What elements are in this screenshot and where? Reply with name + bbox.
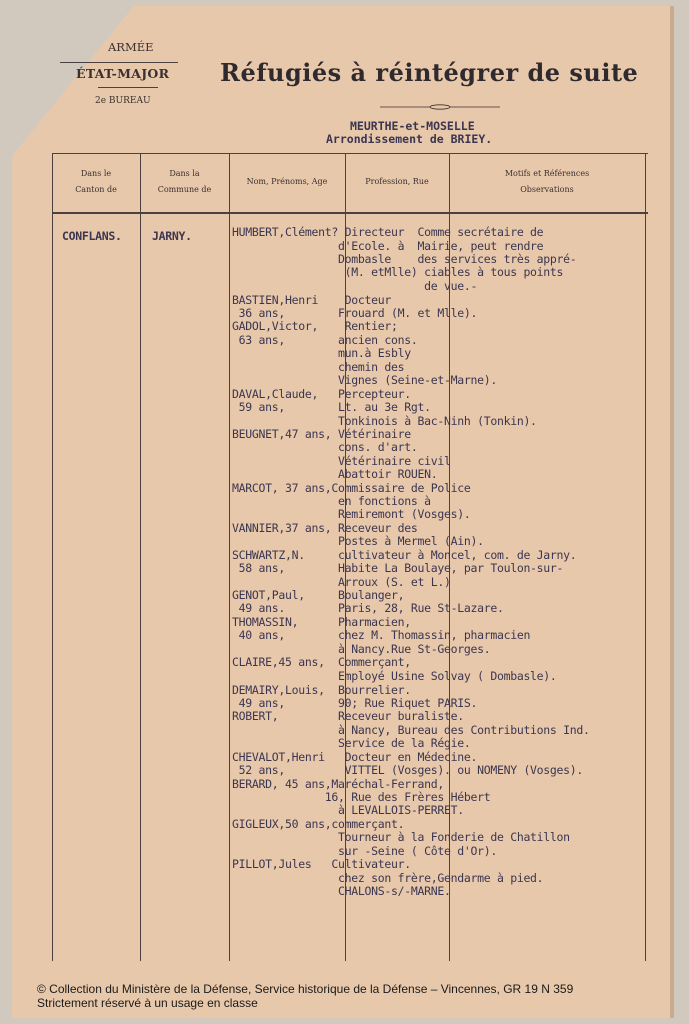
typed-line: Service de la Régie. <box>232 736 471 750</box>
etat-major-label: ÉTAT-MAJOR <box>76 66 170 81</box>
col-header-nom: Nom, Prénoms, Age <box>246 177 328 186</box>
col-header-motifs-line1: Motifs et Références <box>504 169 590 178</box>
page-title: Réfugiés à réintégrer de suite <box>220 58 639 87</box>
typed-line: ROBERT, Receveur buraliste. <box>232 709 464 723</box>
col-line-0 <box>52 153 53 961</box>
col-header-canton-line2: Canton de <box>75 185 117 194</box>
col-header-commune <box>140 166 229 198</box>
typed-line: sur -Seine ( Côte d'Or). <box>232 844 497 858</box>
typed-line: PILLOT,Jules Cultivateur. <box>232 857 411 871</box>
typed-line: GENOT,Paul, Boulanger, <box>232 588 405 602</box>
table-header-rule <box>52 212 648 214</box>
typed-line: 63 ans, ancien cons. <box>232 333 418 347</box>
typed-line: en fonctions à <box>232 494 431 508</box>
usage-notice: Strictement réservé à un usage en classe <box>37 996 258 1010</box>
copyright-line: © Collection du Ministère de la Défense, Service historique de la Défense – Vincennes, GR 19 N 359 <box>37 982 574 996</box>
typed-line: MARCOT, 37 ans,Commissaire de Police <box>232 481 471 495</box>
col-header-canton-line1: Dans le <box>80 169 112 178</box>
typed-line: CLAIRE,45 ans, Commerçant, <box>232 655 411 669</box>
typed-line: 49 ans, 90; Rue Riquet PARIS. <box>232 696 478 710</box>
header-rule-top <box>60 62 178 63</box>
typed-line: à Nancy.Rue St-Georges. <box>232 642 491 656</box>
typed-line: HUMBERT,Clément? Directeur Comme secrétaire de <box>232 225 544 239</box>
bureau-label: 2e BUREAU <box>95 96 151 106</box>
typed-line: BASTIEN,Henri Docteur <box>232 293 391 307</box>
typed-line: SCHWARTZ,N. cultivateur à Moncel, com. de Jarny. <box>232 548 577 562</box>
entry-commune: JARNY. <box>152 229 192 243</box>
typed-line: mun.à Esbly <box>232 346 411 360</box>
typed-line: GADOL,Victor, Rentier; <box>232 319 398 333</box>
arrondissement-name: Arrondissement de BRIEY. <box>326 132 493 146</box>
col-line-2 <box>229 153 230 961</box>
typed-line: Remiremont (Vosges). <box>232 507 471 521</box>
col-header-commune-line1: Dans la <box>169 169 200 178</box>
typed-line: à LEVALLOIS-PERRET. <box>232 803 464 817</box>
typed-line: (M. etMlle) ciables à tous points <box>232 265 564 279</box>
typed-line: Postes à Mermel (Ain). <box>232 534 484 548</box>
typed-line: CHEVALOT,Henri Docteur en Médecine. <box>232 750 478 764</box>
typed-line: chemin des <box>232 360 405 374</box>
typed-line: BEUGNET,47 ans, Vétérinaire <box>232 427 411 441</box>
table-top-rule <box>52 153 648 154</box>
typed-line: Employé Usine Solvay ( Dombasle). <box>232 669 557 683</box>
typed-line: VANNIER,37 ans, Receveur des <box>232 521 418 535</box>
typed-line: DEMAIRY,Louis, Bourrelier. <box>232 683 411 697</box>
col-line-5 <box>645 153 646 961</box>
col-header-motifs-line2: Observations <box>520 185 574 194</box>
typed-line: 52 ans, VITTEL (Vosges). ou NOMENY (Vosges). <box>232 763 584 777</box>
typed-line: Dombasle des services très appré- <box>232 252 577 266</box>
typed-line: Arroux (S. et L.) <box>232 575 451 589</box>
typed-line: chez son frère,Gendarme à pied. <box>232 871 544 885</box>
typed-line: GIGLEUX,50 ans,commerçant. <box>232 817 405 831</box>
typed-line: 59 ans, Lt. au 3e Rgt. <box>232 400 431 414</box>
entry-canton: CONFLANS. <box>62 229 122 243</box>
typed-line: Vétérinaire civil <box>232 454 451 468</box>
armee-label: ARMÉE <box>108 40 154 54</box>
title-ornament <box>380 104 500 110</box>
typed-line: CHALONS-s/-MARNE. <box>232 884 451 898</box>
typed-line: BERARD, 45 ans,Maréchal-Ferrand, <box>232 777 444 791</box>
typed-line: 49 ans. Paris, 28, Rue St-Lazare. <box>232 601 504 615</box>
typed-line: THOMASSIN, Pharmacien, <box>232 615 411 629</box>
typed-line: de vue.- <box>232 279 478 293</box>
col-header-commune-line2: Commune de <box>157 185 212 194</box>
sheet-edge <box>670 6 674 1018</box>
typed-line: Abattoir ROUEN. <box>232 467 438 481</box>
col-header-canton <box>52 166 140 198</box>
department-name: MEURTHE-et-MOSELLE <box>350 119 475 133</box>
col-line-1 <box>140 153 141 961</box>
typed-line: DAVAL,Claude, Percepteur. <box>232 387 411 401</box>
col-header-motifs <box>449 166 645 198</box>
typed-line: Tonkinois à Bac-Ninh (Tonkin). <box>232 414 537 428</box>
typed-line: 16, Rue des Frères Hébert <box>232 790 491 804</box>
typed-line: cons. d'art. <box>232 440 418 454</box>
typed-line: 36 ans, Frouard (M. et Mlle). <box>232 306 478 320</box>
typed-line: 58 ans, Habite La Boulaye, par Toulon-sur- <box>232 561 564 575</box>
typed-line: Tourneur à la Fonderie de Chatillon <box>232 830 570 844</box>
col-header-profession: Profession, Rue <box>365 177 429 186</box>
typed-line: 40 ans, chez M. Thomassin, pharmacien <box>232 628 531 642</box>
typed-line: à Nancy, Bureau des Contributions Ind. <box>232 723 590 737</box>
typed-line: Vignes (Seine-et-Marne). <box>232 373 497 387</box>
typed-line: d'Ecole. à Mairie, peut rendre <box>232 239 544 253</box>
header-rule-bottom <box>98 87 158 88</box>
